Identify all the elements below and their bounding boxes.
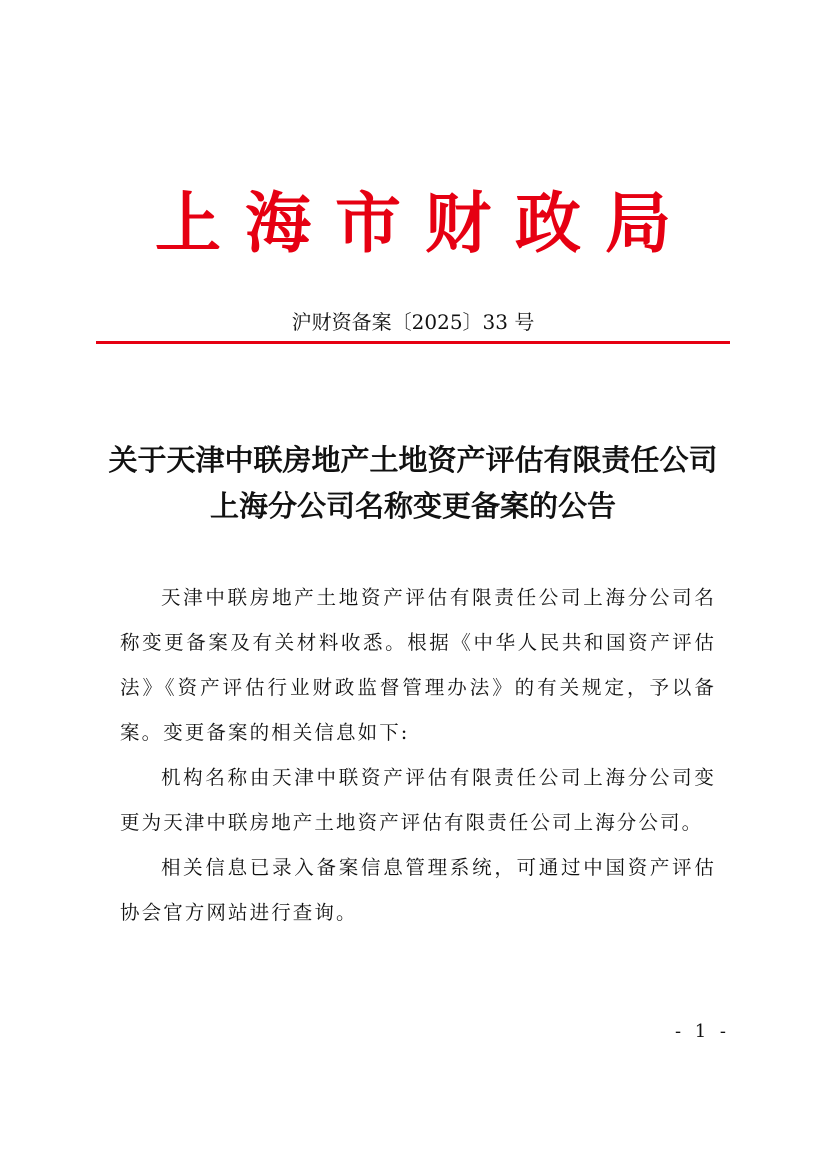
body-paragraph-2: 机构名称由天津中联资产评估有限责任公司上海分公司变更为天津中联房地产土地资产评估有限责任公司上海分公司。 [120, 766, 716, 834]
body-paragraph-3: 相关信息已录入备案信息管理系统，可通过中国资产评估协会官方网站进行查询。 [120, 856, 716, 924]
document-title-line-1: 关于天津中联房地产土地资产评估有限责任公司 [108, 443, 718, 477]
document-body [120, 575, 716, 935]
body-paragraph-1: 天津中联房地产土地资产评估有限责任公司上海分公司名称变更备案及有关材料收悉。根据《中华人民共和国资产评估法》《资产评估行业财政监督管理办法》的有关规定，予以备案。变更备案的相关信息如下: [120, 586, 716, 744]
document-title-line-2: 上海分公司名称变更备案的公告 [209, 489, 616, 523]
red-divider-rule [96, 341, 730, 344]
page-number: - 1 - [674, 1021, 730, 1042]
issuing-organization-heading: 上海市财政局 [155, 184, 695, 262]
document-title [80, 437, 746, 529]
document-number: 沪财资备案〔2025〕33 号 [291, 310, 535, 334]
